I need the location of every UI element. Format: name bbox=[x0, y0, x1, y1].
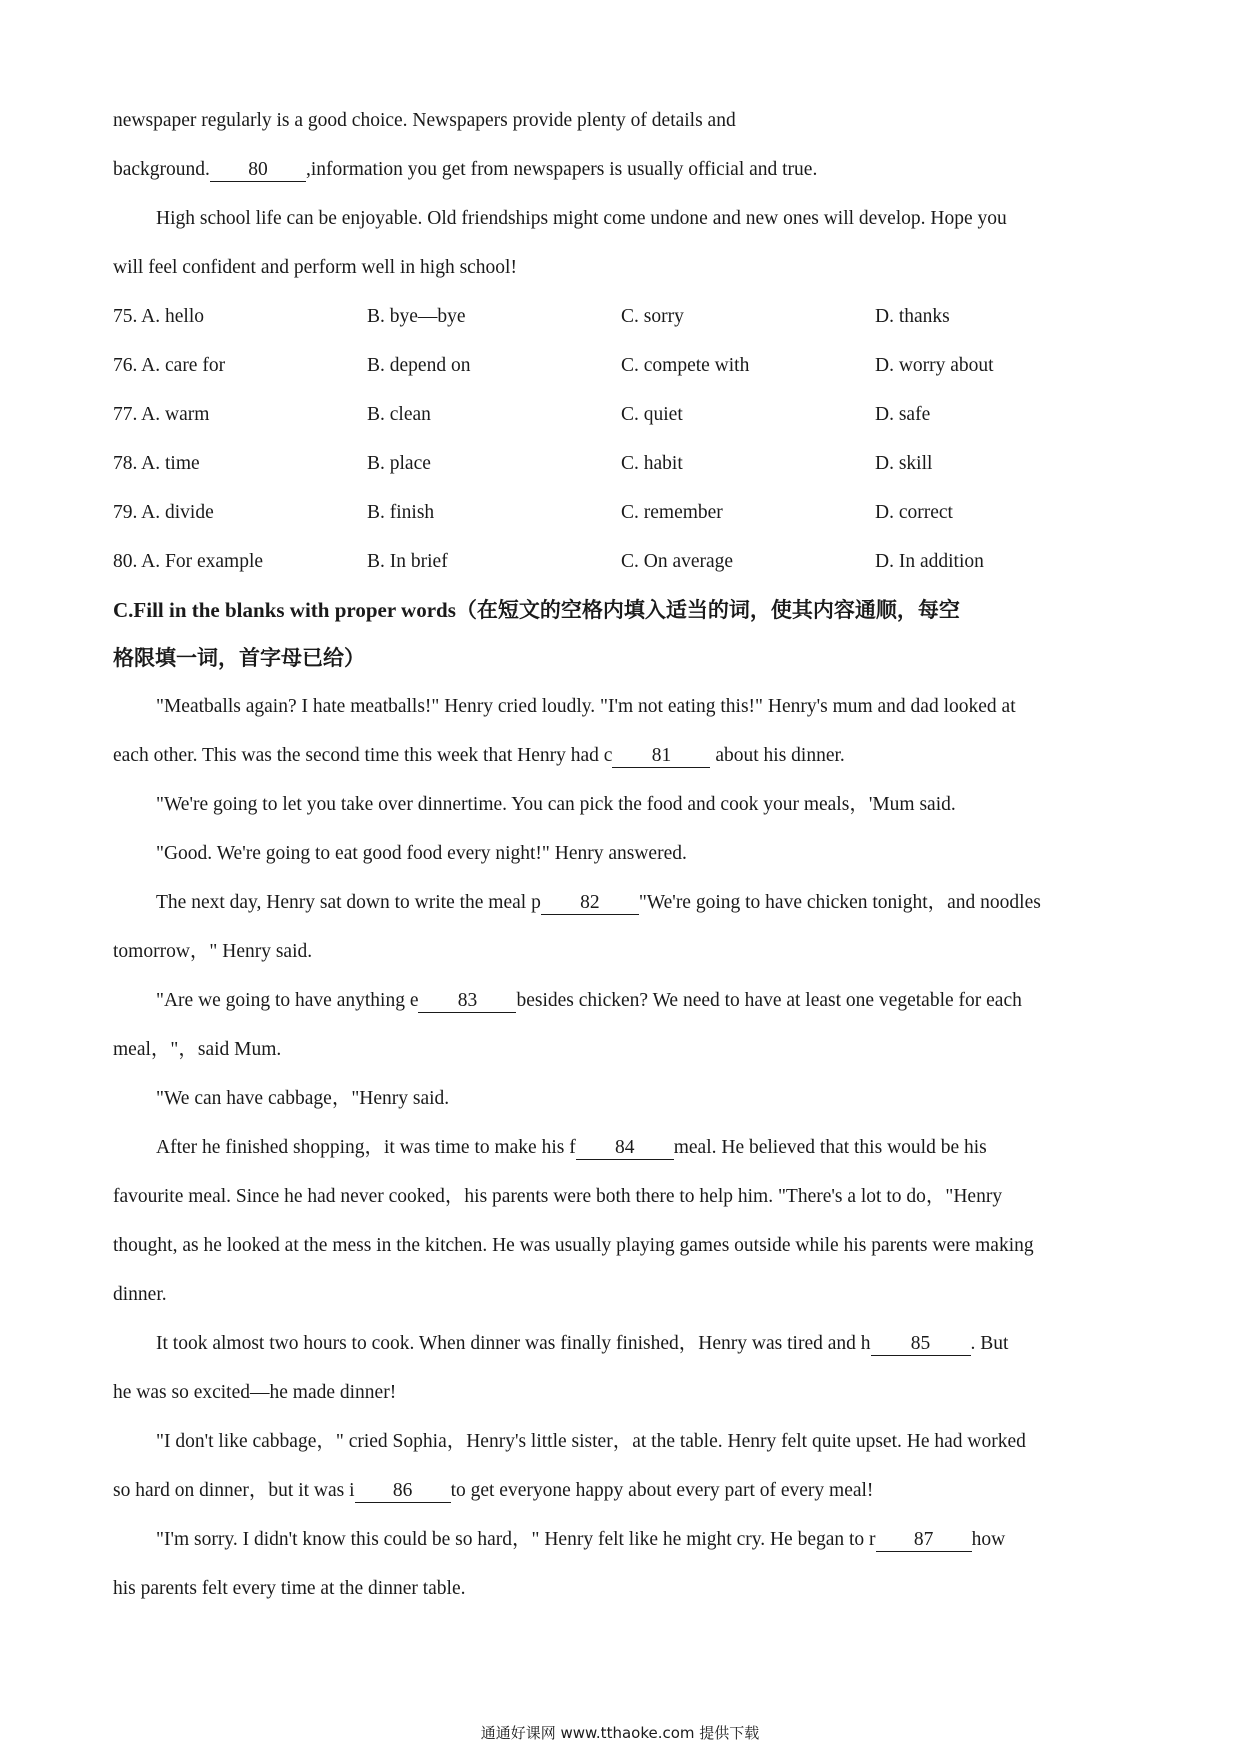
text: meal. He believed that this would be his bbox=[673, 1137, 987, 1158]
blank-82[interactable]: 82 bbox=[541, 892, 639, 915]
text: "We're going to have chicken tonight，and noodles bbox=[638, 892, 1041, 913]
option-c[interactable]: C. On average bbox=[621, 551, 734, 572]
story-line bbox=[113, 1417, 1130, 1466]
blank-85[interactable]: 85 bbox=[871, 1333, 971, 1356]
text: High school life can be enjoyable. Old friendships might come undone and new ones will develop. Hope you bbox=[156, 208, 1007, 229]
text: he was so excited—he made dinner! bbox=[113, 1382, 397, 1403]
text: about his dinner. bbox=[710, 745, 845, 766]
option-a[interactable]: 79. A. divide bbox=[113, 502, 214, 523]
option-b[interactable]: B. depend on bbox=[367, 355, 471, 376]
text: "We're going to let you take over dinnertime. You can pick the food and cook your meals，'Mum said. bbox=[156, 794, 956, 815]
story-line bbox=[113, 1270, 1130, 1319]
option-row-77 bbox=[113, 390, 1130, 439]
blank-86[interactable]: 86 bbox=[355, 1480, 451, 1503]
text: tomorrow，" Henry said. bbox=[113, 941, 313, 962]
option-b[interactable]: B. finish bbox=[367, 502, 435, 523]
intro-line-1 bbox=[113, 96, 1130, 145]
option-c[interactable]: C. compete with bbox=[621, 355, 750, 376]
intro-line-4 bbox=[113, 243, 1130, 292]
option-b[interactable]: B. bye—bye bbox=[367, 306, 466, 327]
story-line bbox=[113, 1221, 1130, 1270]
option-a[interactable]: 76. A. care for bbox=[113, 355, 226, 376]
section-c-heading-line-1: C.Fill in the blanks with proper words（在短文的空格内填入适当的词，使其内容通顺，每空 bbox=[113, 598, 960, 622]
intro-line-3 bbox=[113, 194, 1130, 243]
option-row-78 bbox=[113, 439, 1130, 488]
option-d[interactable]: D. thanks bbox=[875, 306, 950, 327]
story-line bbox=[113, 1368, 1130, 1417]
option-a[interactable]: 77. A. warm bbox=[113, 404, 210, 425]
document-page bbox=[113, 96, 1130, 1613]
blank-84[interactable]: 84 bbox=[576, 1137, 674, 1160]
blank-87[interactable]: 87 bbox=[876, 1529, 972, 1552]
text: will feel confident and perform well in high school! bbox=[113, 257, 517, 278]
page-footer: 通通好课网 www.tthaoke.com 提供下载 bbox=[480, 1724, 760, 1742]
option-c[interactable]: C. habit bbox=[621, 453, 683, 474]
option-b[interactable]: B. clean bbox=[367, 404, 431, 425]
text: "Are we going to have anything e bbox=[156, 990, 419, 1011]
option-b[interactable]: B. place bbox=[367, 453, 431, 474]
text: "We can have cabbage，"Henry said. bbox=[156, 1088, 450, 1109]
story-line bbox=[113, 682, 1130, 731]
option-a[interactable]: 75. A. hello bbox=[113, 306, 204, 327]
text: thought, as he looked at the mess in the kitchen. He was usually playing games outside while his parents were making bbox=[113, 1235, 1034, 1256]
text: "Meatballs again? I hate meatballs!" Henry cried loudly. "I'm not eating this!" Henry's mum and dad looked at bbox=[156, 696, 1016, 717]
story-line bbox=[113, 780, 1130, 829]
text: besides chicken? We need to have at least one vegetable for each bbox=[516, 990, 1022, 1011]
option-c[interactable]: C. sorry bbox=[621, 306, 684, 327]
blank-83[interactable]: 83 bbox=[418, 990, 516, 1013]
option-d[interactable]: D. In addition bbox=[875, 551, 984, 572]
option-c[interactable]: C. quiet bbox=[621, 404, 683, 425]
story-line bbox=[113, 878, 1130, 927]
story-line bbox=[113, 1074, 1130, 1123]
text: background. bbox=[113, 159, 210, 180]
text: It took almost two hours to cook. When dinner was finally finished，Henry was tired and h bbox=[156, 1333, 871, 1354]
option-a[interactable]: 80. A. For example bbox=[113, 551, 264, 572]
intro-line-2 bbox=[113, 145, 1130, 194]
story-line bbox=[113, 927, 1130, 976]
text: "I don't like cabbage，" cried Sophia，Henry's little sister，at the table. Henry felt quite upset. He had worked bbox=[156, 1431, 1026, 1452]
text: favourite meal. Since he had never cooked，his parents were both there to help him. "There's a lot to do，"Henry bbox=[113, 1186, 1003, 1207]
option-c[interactable]: C. remember bbox=[621, 502, 723, 523]
story-line bbox=[113, 1319, 1130, 1368]
option-row-76 bbox=[113, 341, 1130, 390]
text: . But bbox=[970, 1333, 1009, 1354]
story-line bbox=[113, 1123, 1130, 1172]
text: After he finished shopping，it was time to make his f bbox=[156, 1137, 576, 1158]
text: "I'm sorry. I didn't know this could be so hard，" Henry felt like he might cry. He began to r bbox=[156, 1529, 876, 1550]
option-a[interactable]: 78. A. time bbox=[113, 453, 200, 474]
option-row-75 bbox=[113, 292, 1130, 341]
text: newspaper regularly is a good choice. Newspapers provide plenty of details and bbox=[113, 110, 736, 131]
story-line bbox=[113, 1515, 1130, 1564]
blank-81[interactable]: 81 bbox=[612, 745, 710, 768]
text: so hard on dinner，but it was i bbox=[113, 1480, 355, 1501]
story-line bbox=[113, 731, 1130, 780]
options-list bbox=[113, 292, 1130, 586]
option-row-80 bbox=[113, 537, 1130, 586]
story-passage bbox=[113, 682, 1130, 1613]
text: his parents felt every time at the dinner table. bbox=[113, 1578, 466, 1599]
text: The next day, Henry sat down to write the meal p bbox=[156, 892, 541, 913]
text: "Good. We're going to eat good food every night!" Henry answered. bbox=[156, 843, 687, 864]
text: to get everyone happy about every part of every meal! bbox=[450, 1480, 874, 1501]
option-d[interactable]: D. safe bbox=[875, 404, 931, 425]
text: dinner. bbox=[113, 1284, 167, 1305]
option-row-79 bbox=[113, 488, 1130, 537]
option-d[interactable]: D. worry about bbox=[875, 355, 994, 376]
text: each other. This was the second time this week that Henry had c bbox=[113, 745, 613, 766]
option-d[interactable]: D. skill bbox=[875, 453, 933, 474]
story-line bbox=[113, 1466, 1130, 1515]
story-line bbox=[113, 1564, 1130, 1613]
text: meal，"，said Mum. bbox=[113, 1039, 282, 1060]
option-d[interactable]: D. correct bbox=[875, 502, 953, 523]
story-line bbox=[113, 1025, 1130, 1074]
text: ,information you get from newspapers is usually official and true. bbox=[305, 159, 818, 180]
story-line bbox=[113, 1172, 1130, 1221]
story-line bbox=[113, 976, 1130, 1025]
text: how bbox=[971, 1529, 1006, 1550]
blank-80[interactable]: 80 bbox=[210, 159, 306, 182]
section-c-heading-line-2: 格限填一词，首字母已给） bbox=[113, 646, 365, 670]
option-b[interactable]: B. In brief bbox=[367, 551, 448, 572]
story-line bbox=[113, 829, 1130, 878]
